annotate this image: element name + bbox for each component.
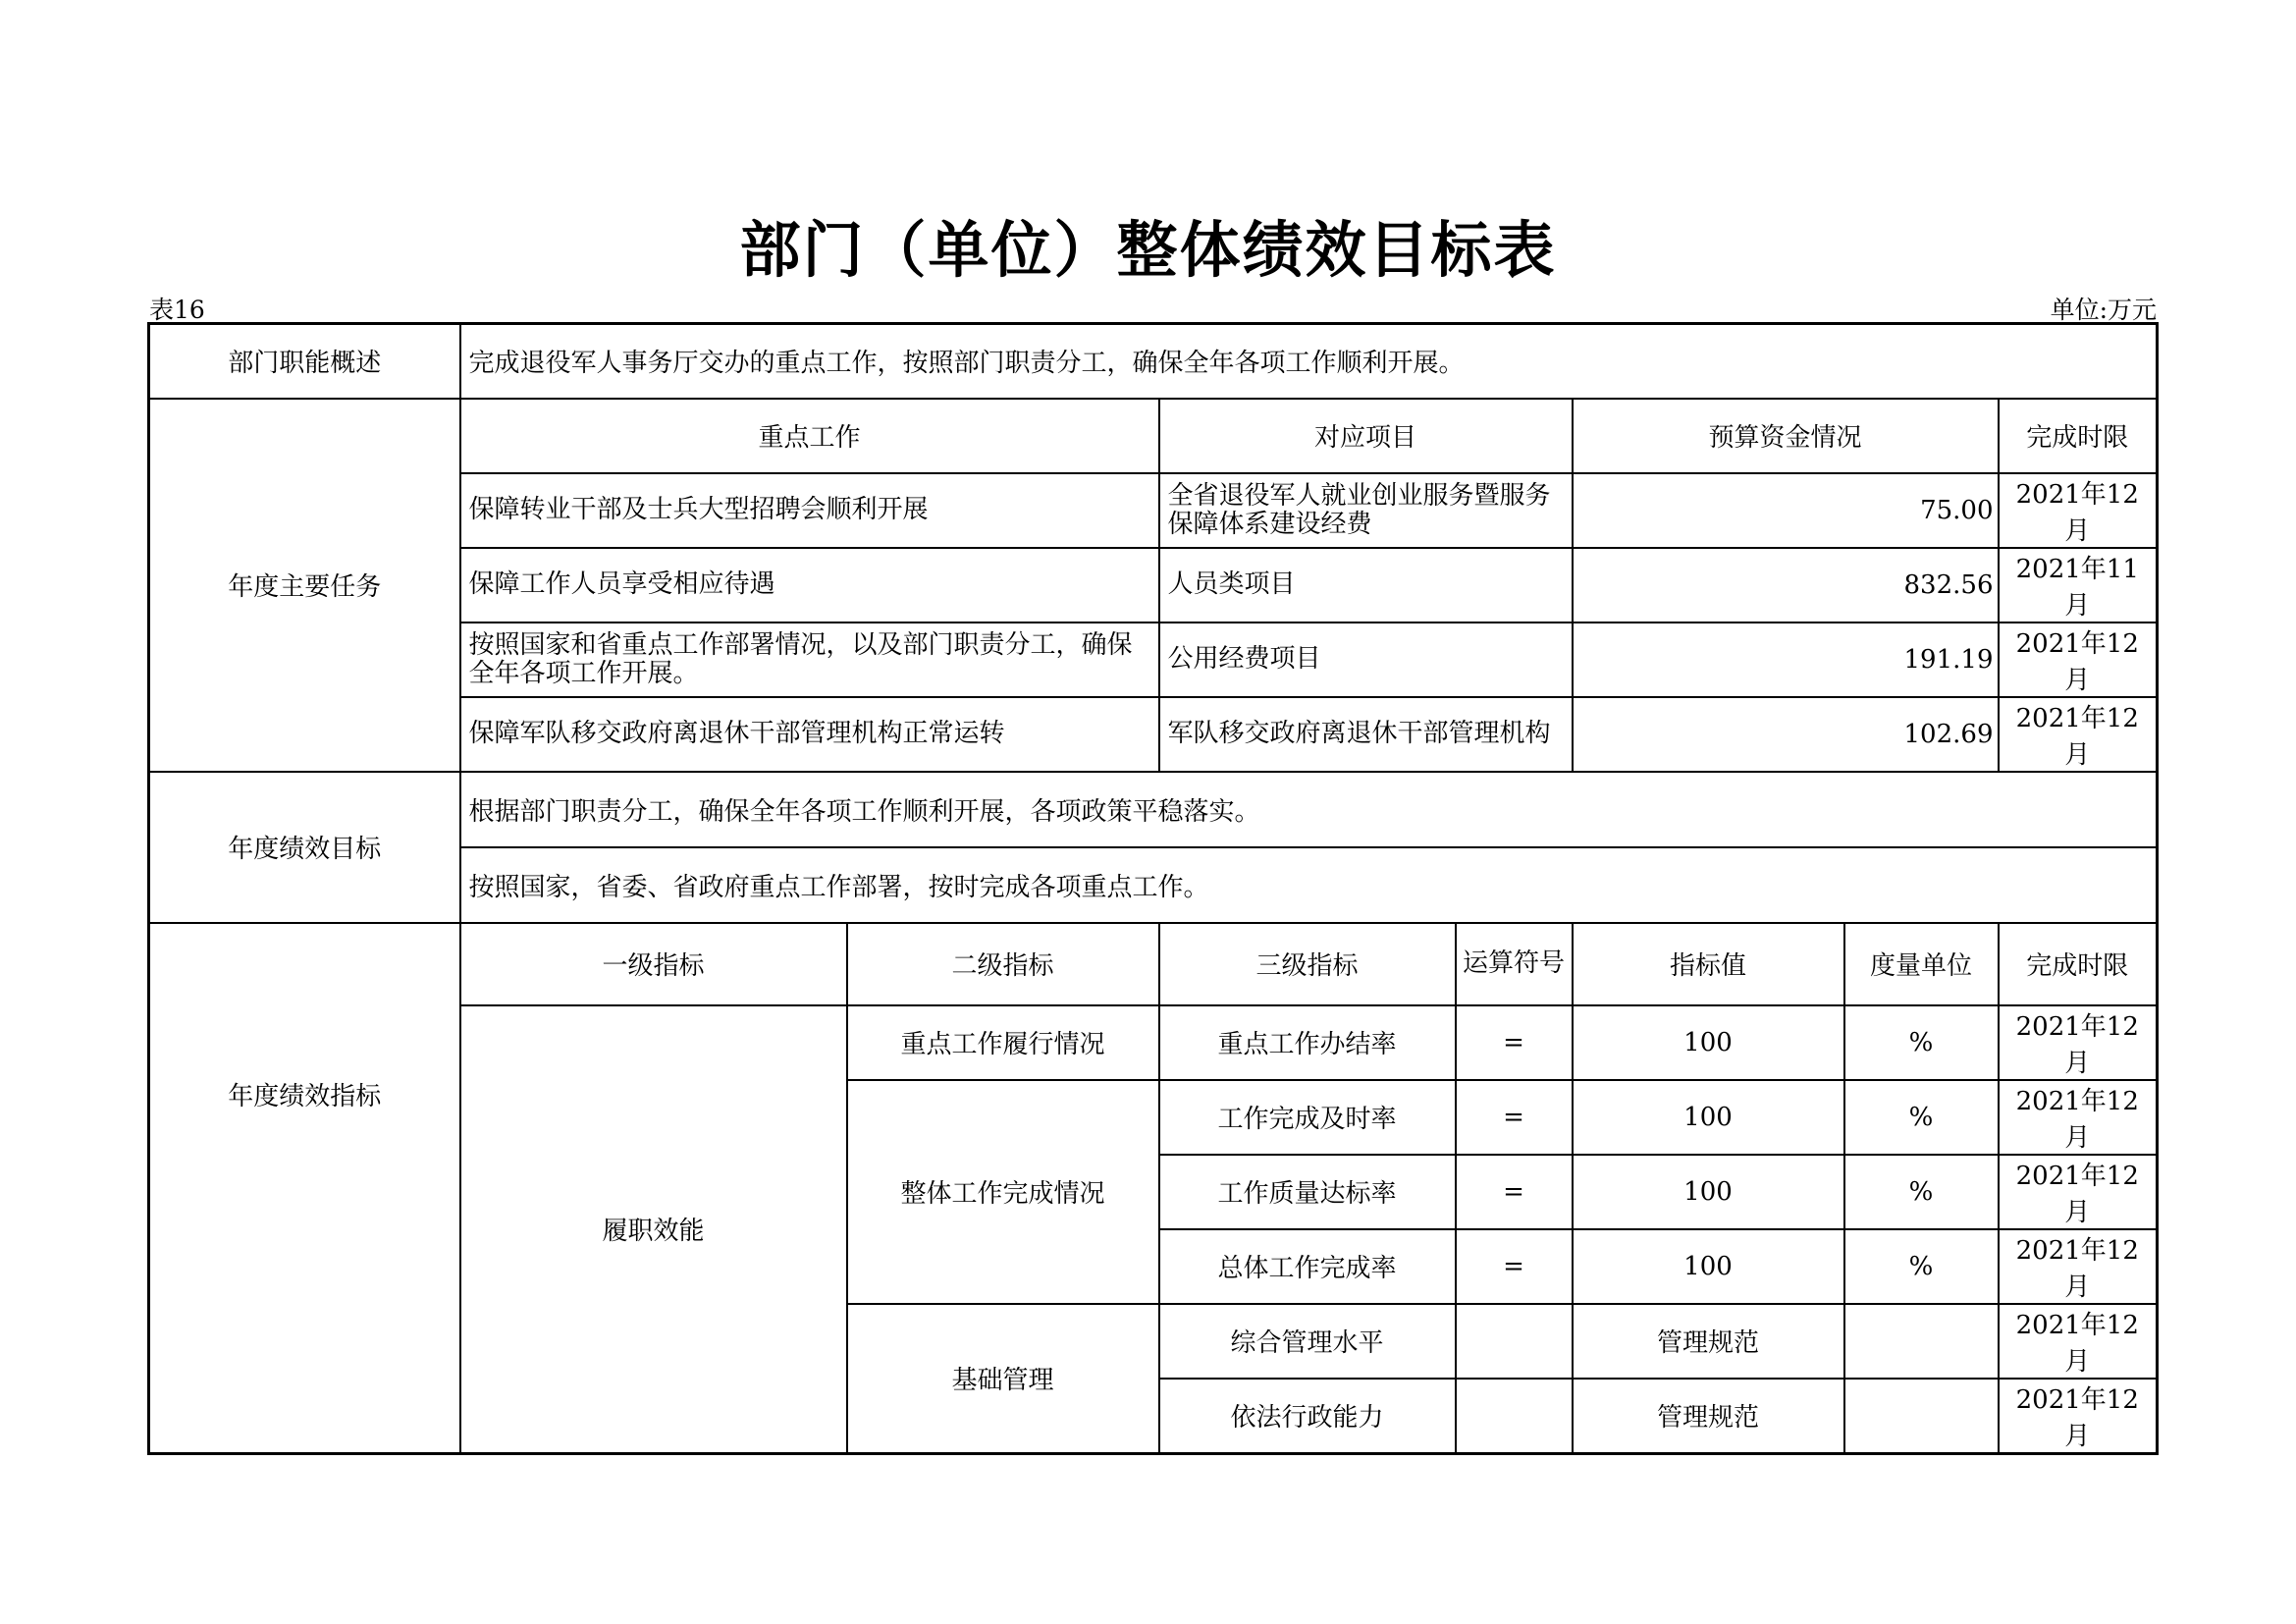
- unit-label: 单位:万元: [2050, 296, 2157, 324]
- form-number: 表16: [149, 296, 205, 324]
- goals-label: 年度绩效目标: [149, 772, 460, 923]
- indicator-unit: %: [1844, 1080, 1999, 1155]
- indicator-deadline: 2021年12月: [1999, 1155, 2158, 1229]
- tasks-header-project: 对应项目: [1159, 399, 1573, 473]
- task-work: 保障军队移交政府离退休干部管理机构正常运转: [460, 697, 1159, 772]
- indicator-operator: [1456, 1379, 1573, 1454]
- indicators-header-deadline: 完成时限: [1999, 923, 2158, 1005]
- function-text: 完成退役军人事务厅交办的重点工作，按照部门职责分工，确保全年各项工作顺利开展。: [460, 324, 2158, 399]
- task-project: 全省退役军人就业创业服务暨服务保障体系建设经费: [1159, 473, 1573, 548]
- tasks-header-row: [149, 399, 2158, 473]
- performance-target-table: [147, 322, 2159, 1455]
- tasks-header-deadline: 完成时限: [1999, 399, 2158, 473]
- indicator-operator: [1456, 1304, 1573, 1379]
- tasks-header-work: 重点工作: [460, 399, 1159, 473]
- indicator-deadline: 2021年12月: [1999, 1005, 2158, 1080]
- indicators-header-row: [149, 923, 2158, 1005]
- indicator-deadline: 2021年12月: [1999, 1304, 2158, 1379]
- indicator-value: 100: [1573, 1080, 1844, 1155]
- task-project: 军队移交政府离退休干部管理机构: [1159, 697, 1573, 772]
- goal-row: [149, 772, 2158, 847]
- indicator-operator: =: [1456, 1155, 1573, 1229]
- goal-text: 根据部门职责分工，确保全年各项工作顺利开展，各项政策平稳落实。: [460, 772, 2158, 847]
- indicator-value: 100: [1573, 1229, 1844, 1304]
- tasks-header-budget: 预算资金情况: [1573, 399, 1999, 473]
- indicator-level1: 履职效能: [460, 1005, 847, 1454]
- page-title: 部门（单位）整体绩效目标表: [739, 214, 1557, 286]
- task-work: 保障转业干部及士兵大型招聘会顺利开展: [460, 473, 1159, 548]
- indicator-value: 100: [1573, 1155, 1844, 1229]
- indicator-level3: 重点工作办结率: [1159, 1005, 1456, 1080]
- indicator-unit: [1844, 1379, 1999, 1454]
- indicator-level3: 综合管理水平: [1159, 1304, 1456, 1379]
- task-deadline: 2021年12月: [1999, 623, 2158, 697]
- task-budget: 75.00: [1573, 473, 1999, 548]
- indicators-header-level3: 三级指标: [1159, 923, 1456, 1005]
- task-deadline: 2021年11月: [1999, 548, 2158, 623]
- task-work: 保障工作人员享受相应待遇: [460, 548, 1159, 623]
- tasks-label: 年度主要任务: [149, 399, 460, 772]
- task-deadline: 2021年12月: [1999, 697, 2158, 772]
- indicator-operator: =: [1456, 1080, 1573, 1155]
- function-row: [149, 324, 2158, 399]
- indicator-value: 管理规范: [1573, 1379, 1844, 1454]
- indicator-level2: 重点工作履行情况: [847, 1005, 1159, 1080]
- indicator-level3: 依法行政能力: [1159, 1379, 1456, 1454]
- task-project: 人员类项目: [1159, 548, 1573, 623]
- indicator-unit: %: [1844, 1229, 1999, 1304]
- indicator-value: 100: [1573, 1005, 1844, 1080]
- task-budget: 832.56: [1573, 548, 1999, 623]
- indicator-level2: 基础管理: [847, 1304, 1159, 1454]
- indicators-header-level1: 一级指标: [460, 923, 847, 1005]
- indicator-level3: 总体工作完成率: [1159, 1229, 1456, 1304]
- task-work: 按照国家和省重点工作部署情况，以及部门职责分工，确保全年各项工作开展。: [460, 623, 1159, 697]
- indicators-header-unit: 度量单位: [1844, 923, 1999, 1005]
- indicator-level2: 整体工作完成情况: [847, 1080, 1159, 1304]
- function-label: 部门职能概述: [149, 324, 460, 399]
- indicator-level3: 工作质量达标率: [1159, 1155, 1456, 1229]
- indicator-value: 管理规范: [1573, 1304, 1844, 1379]
- task-budget: 191.19: [1573, 623, 1999, 697]
- indicator-deadline: 2021年12月: [1999, 1379, 2158, 1454]
- indicators-header-level2: 二级指标: [847, 923, 1159, 1005]
- indicators-header-value: 指标值: [1573, 923, 1844, 1005]
- task-deadline: 2021年12月: [1999, 473, 2158, 548]
- task-project: 公用经费项目: [1159, 623, 1573, 697]
- indicator-unit: %: [1844, 1005, 1999, 1080]
- goal-text: 按照国家，省委、省政府重点工作部署，按时完成各项重点工作。: [460, 847, 2158, 923]
- indicator-unit: [1844, 1304, 1999, 1379]
- indicator-operator: =: [1456, 1005, 1573, 1080]
- indicator-operator: =: [1456, 1229, 1573, 1304]
- indicators-label: 年度绩效指标: [149, 923, 460, 1454]
- indicators-header-operator: 运算符号: [1456, 923, 1573, 1005]
- indicator-deadline: 2021年12月: [1999, 1229, 2158, 1304]
- task-budget: 102.69: [1573, 697, 1999, 772]
- indicator-level3: 工作完成及时率: [1159, 1080, 1456, 1155]
- indicator-deadline: 2021年12月: [1999, 1080, 2158, 1155]
- indicator-unit: %: [1844, 1155, 1999, 1229]
